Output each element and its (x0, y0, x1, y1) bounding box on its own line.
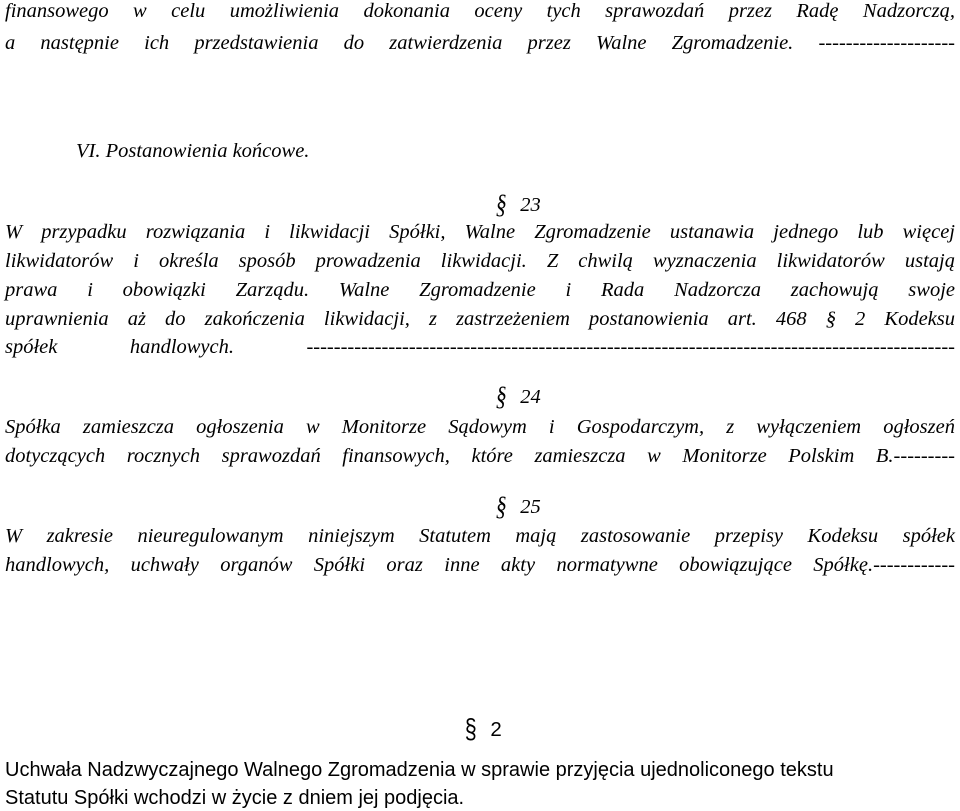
text-line: W zakresie nieuregulowanym niniejszym Statutem mają zastosowanie przepisy Kodeksu spółek (5, 525, 955, 547)
section-heading-25 (496, 494, 541, 520)
section-symbol: § (464, 713, 477, 745)
text-line: uprawnienia aż do zakończenia likwidacji, z zastrzeżeniem postanowienia art. 468 § 2 Kodeksu (5, 308, 955, 330)
section-heading-24 (496, 384, 541, 410)
section-number: 24 (520, 386, 541, 408)
section-number: 23 (520, 194, 541, 216)
chapter-heading: VI. Postanowienia końcowe. (76, 140, 310, 162)
resolution-line: Uchwała Nadzwyczajnego Walnego Zgromadzenia w sprawie przyjęcia ujednoliconego tekstu (5, 759, 834, 781)
section-heading-23 (496, 192, 541, 218)
text-line: dotyczących rocznych sprawozdań finansowych, które zamieszcza w Monitorze Polskim B.--------- (5, 445, 955, 467)
text-line: W przypadku rozwiązania i likwidacji Spółki, Walne Zgromadzenie ustanawia jednego lub więcej (5, 221, 955, 243)
section-number: 2 (490, 718, 502, 741)
text-line: prawa i obowiązki Zarządu. Walne Zgromadzenie i Rada Nadzorcza zachowują swoje (5, 279, 955, 301)
resolution-paragraph-heading (464, 713, 502, 745)
section-symbol: § (495, 190, 507, 220)
text-line: Spółka zamieszcza ogłoszenia w Monitorze Sądowym i Gospodarczym, z wyłączeniem ogłoszeń (5, 416, 955, 438)
resolution-line: Statutu Spółki wchodzi w życie z dniem jej podjęcia. (5, 787, 465, 809)
section-symbol: § (495, 382, 507, 412)
section-symbol: § (495, 492, 507, 522)
section-number: 25 (520, 496, 541, 518)
text-line: likwidatorów i określa sposób prowadzenia likwidacji. Z chwilą wyznaczenia likwidatorów ustają (5, 250, 955, 272)
text-line: finansowego w celu umożliwienia dokonania oceny tych sprawozdań przez Radę Nadzorczą, (5, 0, 955, 22)
text-line: spółek handlowych. ----------------------------------------------------------------------------------------------- (5, 336, 955, 358)
text-line: handlowych, uchwały organów Spółki oraz inne akty normatywne obowiązujące Spółkę.------------ (5, 554, 955, 576)
text-line: a następnie ich przedstawienia do zatwierdzenia przez Walne Zgromadzenie. -------------------- (5, 32, 955, 54)
